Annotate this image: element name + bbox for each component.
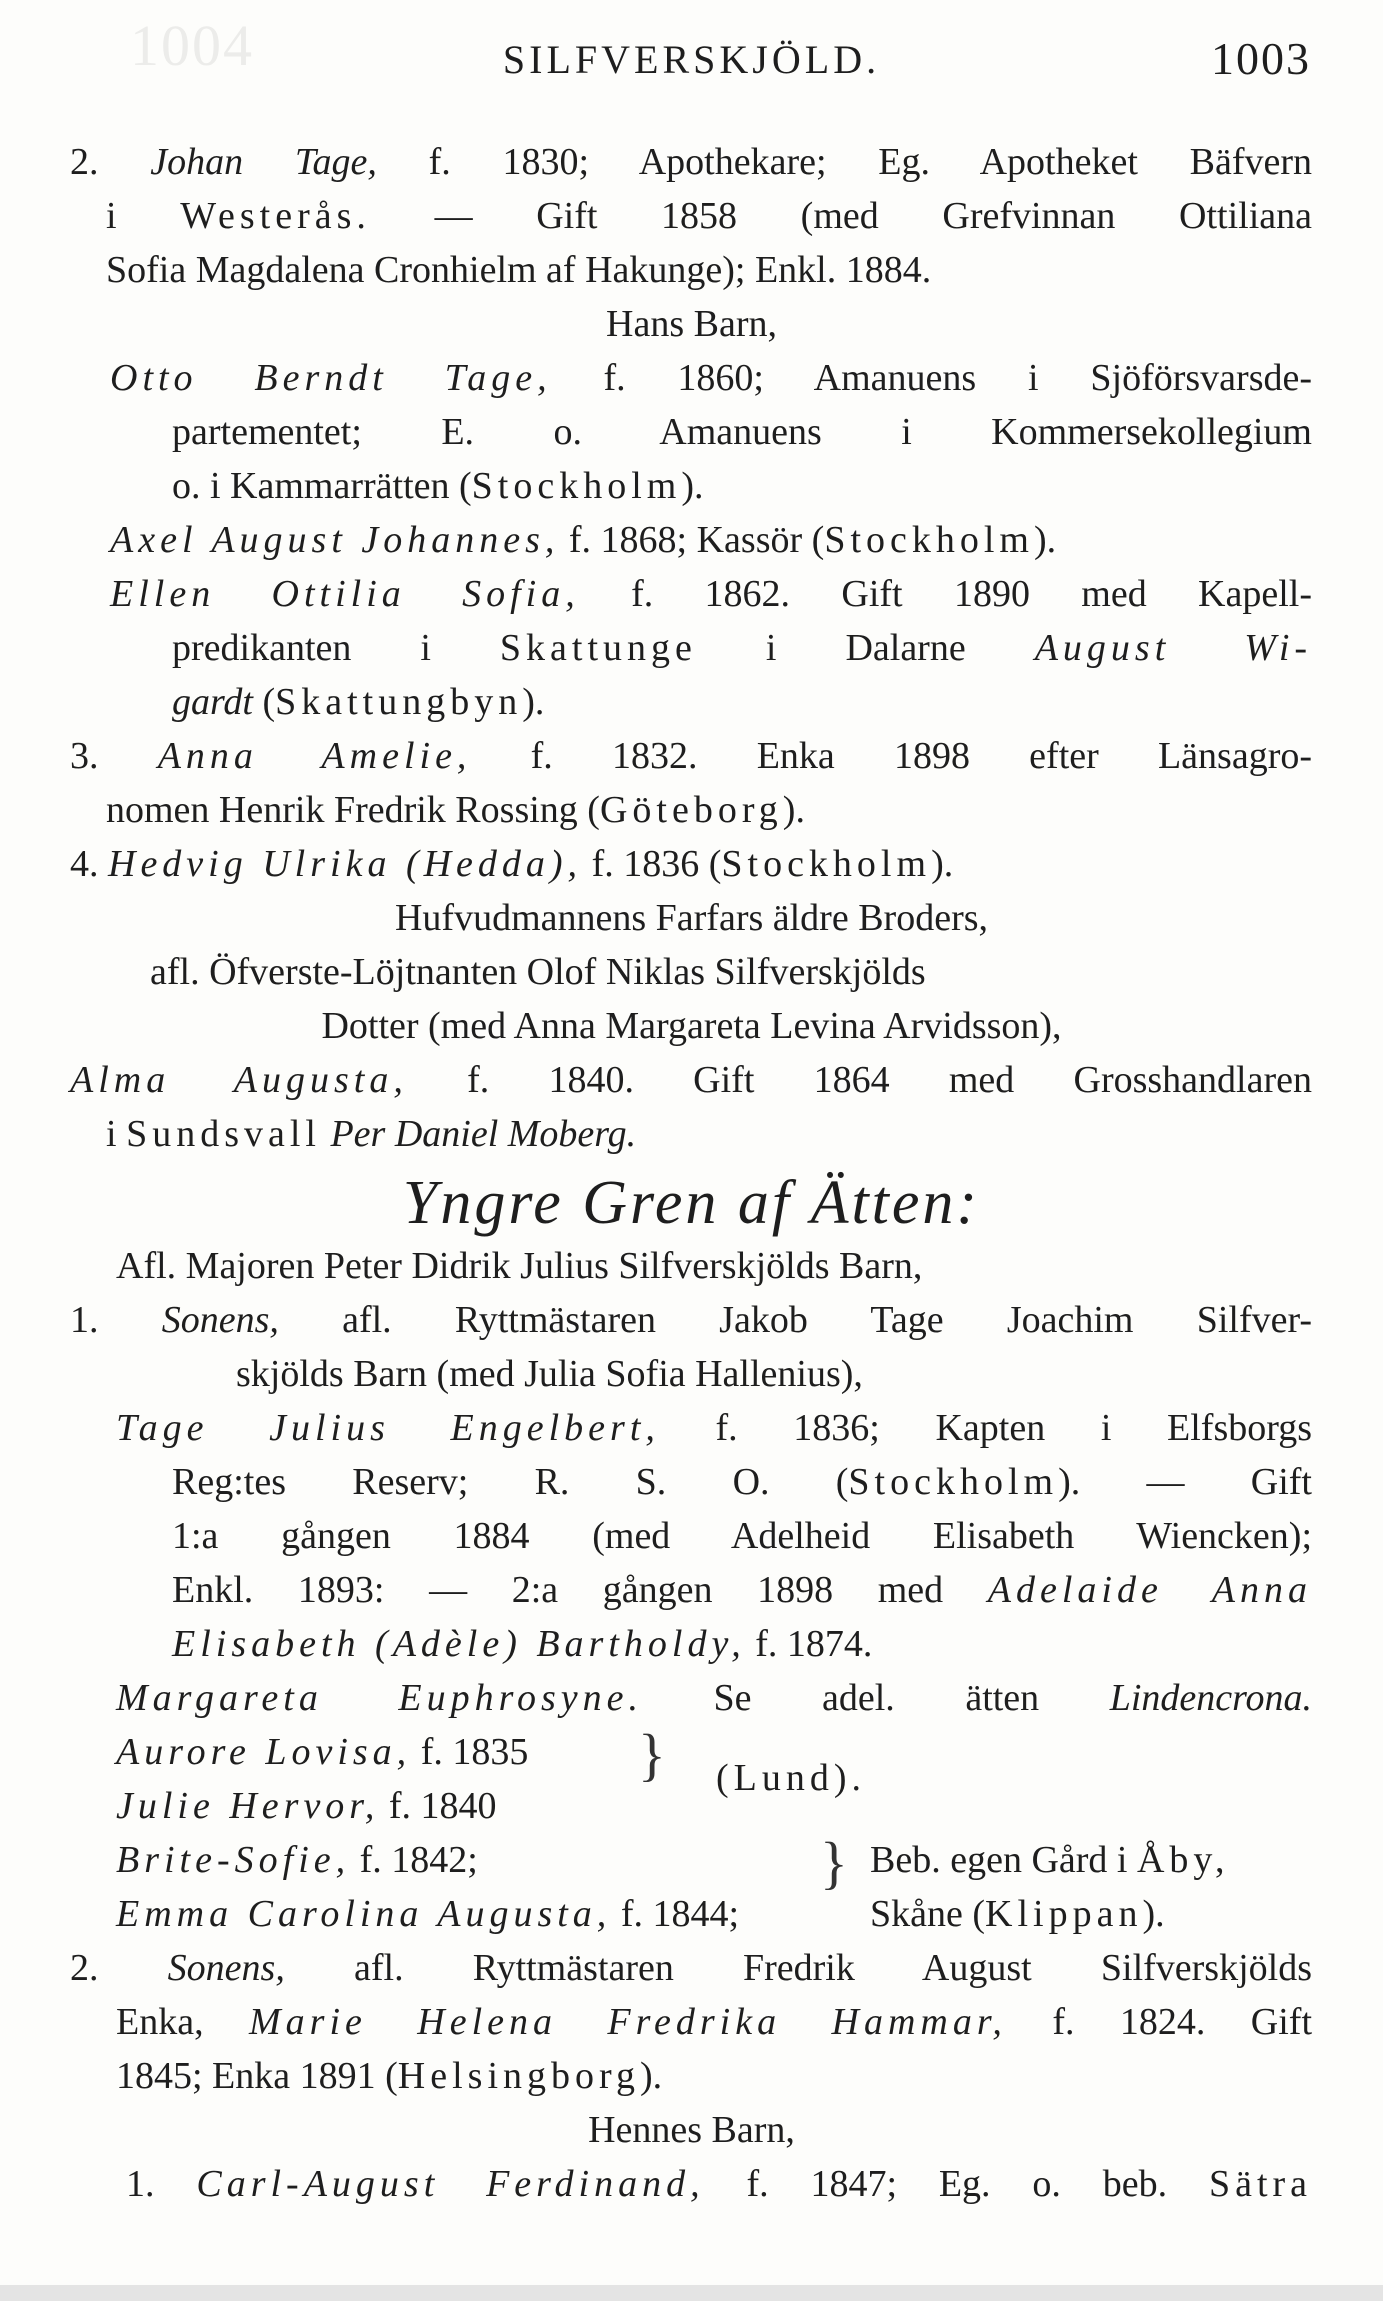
text-line: Brite-Sofie, f. 1842; (116, 1839, 478, 1881)
text-line: Reg:tes Reserv; R. S. O. (Stockholm). — Gift (172, 1461, 1312, 1503)
text-line: Axel August Johannes, f. 1868; Kassör (Stockholm). (110, 519, 1057, 561)
text-line: Margareta Euphrosyne. Se adel. ätten Lindencrona. (116, 1677, 1313, 1719)
text-line: 2. Johan Tage, f. 1830; Apothekare; Eg. Apotheket Bäfvern (70, 141, 1313, 183)
text-line: Julie Hervor, f. 1840 (116, 1785, 497, 1827)
text-line: Aurore Lovisa, f. 1835 (116, 1731, 529, 1773)
page-number: 1003 (1211, 33, 1311, 84)
text-line: i Westerås. — Gift 1858 (med Grefvinnan Ottiliana (106, 195, 1313, 237)
brace-icon: } (820, 1830, 848, 1895)
section-subheading: Hufvudmannens Farfars äldre Broders, (394, 897, 989, 939)
text-line: 1. Carl-August Ferdinand, f. 1847; Eg. o. beb. Sätra (126, 2163, 1313, 2205)
text-line: nomen Henrik Fredrik Rossing (Göteborg). (106, 789, 805, 831)
text-line: partementet; E. o. Amanuens i Kommersekollegium (172, 411, 1312, 453)
text-line: Dotter (med Anna Margareta Levina Arvidsson), (321, 1005, 1062, 1047)
text-line: i Sundsvall Per Daniel Moberg. (106, 1113, 637, 1155)
text-line: Elisabeth (Adèle) Bartholdy, f. 1874. (172, 1623, 873, 1665)
page-edge (0, 2285, 1383, 2301)
text-line: Tage Julius Engelbert, f. 1836; Kapten i Elfsborgs (116, 1407, 1312, 1449)
section-subheading: Hans Barn, (606, 303, 777, 345)
text-line: Afl. Majoren Peter Didrik Julius Silfverskjölds Barn, (116, 1245, 923, 1287)
text-line: o. i Kammarrätten (Stockholm). (172, 465, 704, 507)
page-header (0, 32, 1383, 92)
text-line: Emma Carolina Augusta, f. 1844; (116, 1893, 740, 1935)
brace-icon: } (638, 1722, 666, 1787)
bleed-through-page-number: 1004 (130, 13, 254, 78)
text-line: 1. Sonens, afl. Ryttmästaren Jakob Tage Joachim Silfver- (70, 1299, 1313, 1341)
text-line: 4. Hedvig Ulrika (Hedda), f. 1836 (Stockholm). (70, 843, 954, 885)
text-line: Enkl. 1893: — 2:a gången 1898 med Adelaide Anna (172, 1569, 1312, 1611)
text-line: Sofia Magdalena Cronhielm af Hakunge); Enkl. 1884. (106, 249, 932, 291)
text-line: Alma Augusta, f. 1840. Gift 1864 med Grosshandlaren (70, 1059, 1312, 1101)
running-title: SILFVERSKJÖLD. (502, 37, 881, 82)
text-line: gardt (Skattungbyn). (172, 681, 545, 723)
text-line: 1:a gången 1884 (med Adelheid Elisabeth Wiencken); (172, 1515, 1312, 1557)
text-line: 2. Sonens, afl. Ryttmästaren Fredrik August Silfverskjölds (70, 1947, 1313, 1989)
section-subheading: Hennes Barn, (588, 2109, 795, 2151)
text-line: afl. Öfverste-Löjtnanten Olof Niklas Silfverskjölds (150, 951, 926, 993)
text-line: skjölds Barn (med Julia Sofia Hallenius), (236, 1353, 863, 1395)
text-line: Skåne (Klippan). (870, 1893, 1165, 1935)
text-line: 3. Anna Amelie, f. 1832. Enka 1898 efter Länsagro- (70, 735, 1313, 777)
text-line: Ellen Ottilia Sofia, f. 1862. Gift 1890 med Kapell- (110, 573, 1312, 615)
place-note: (Lund). (716, 1757, 867, 1799)
section-heading: Yngre Gren af Ätten: (402, 1169, 981, 1237)
text-line: 1845; Enka 1891 (Helsingborg). (116, 2055, 663, 2097)
text-line: predikanten i Skattunge i Dalarne August Wi- (172, 627, 1313, 669)
text-line: Otto Berndt Tage, f. 1860; Amanuens i Sjöförsvarsde- (110, 357, 1312, 399)
text-line: Beb. egen Gård i Åby, (870, 1839, 1230, 1881)
text-line: Enka, Marie Helena Fredrika Hammar, f. 1824. Gift (116, 2001, 1313, 2043)
